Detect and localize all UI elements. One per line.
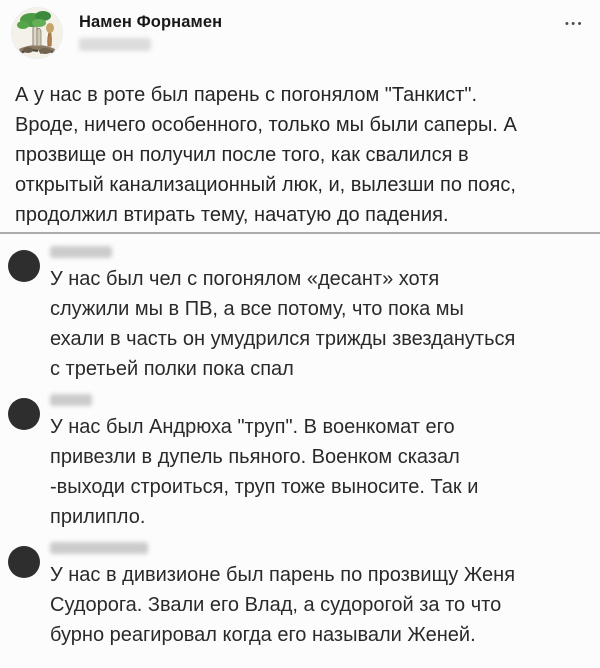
commenter-2-name-blurred [50,394,92,406]
comment-1 [0,246,600,388]
comment-2-text: У нас был Андрюха "труп". В военкомат его привезли в дупель пьяного. Военком сказал -выходи строиться, труп тоже выносите. Так и прилипло. [50,416,479,528]
comment-3 [0,542,600,654]
more-options-icon[interactable]: ••• [564,18,584,30]
author-block [79,8,222,51]
post-text: А у нас в роте был парень с погонялом "Танкист". Вроде, ничего особенного, только мы были саперы. А прозвище он получил после того, как свалился в открытый канализационный люк, и, вылезши по пояс, продолжил втирать тему, начатую до падения. [15,84,517,226]
comment-2 [0,394,600,536]
comment-3-text: У нас в дивизионе был парень по прозвищу Женя Судорога. Звали его Влад, а судорогой за то что бурно реагировал когда его называли Женей. [50,564,516,646]
post-timestamp-blurred [79,38,151,51]
post-header [0,0,600,58]
commenter-1-name-blurred [50,246,112,258]
commenter-2-avatar[interactable] [8,398,40,430]
commenter-3-name-blurred [50,542,148,554]
commenter-3-avatar[interactable] [8,546,40,578]
comment-1-text: У нас был чел с погонялом «десант» хотя служили мы в ПВ, а все потому, что пока мы ехали в часть он умудрился трижды звездануться с третьей полки пока спал [50,268,516,380]
author-name[interactable]: Намен Форнамен [79,13,223,31]
author-avatar[interactable] [12,8,62,58]
bonsai-avatar-image [12,8,62,58]
commenter-1-avatar[interactable] [8,250,40,282]
comments-section [0,234,600,654]
